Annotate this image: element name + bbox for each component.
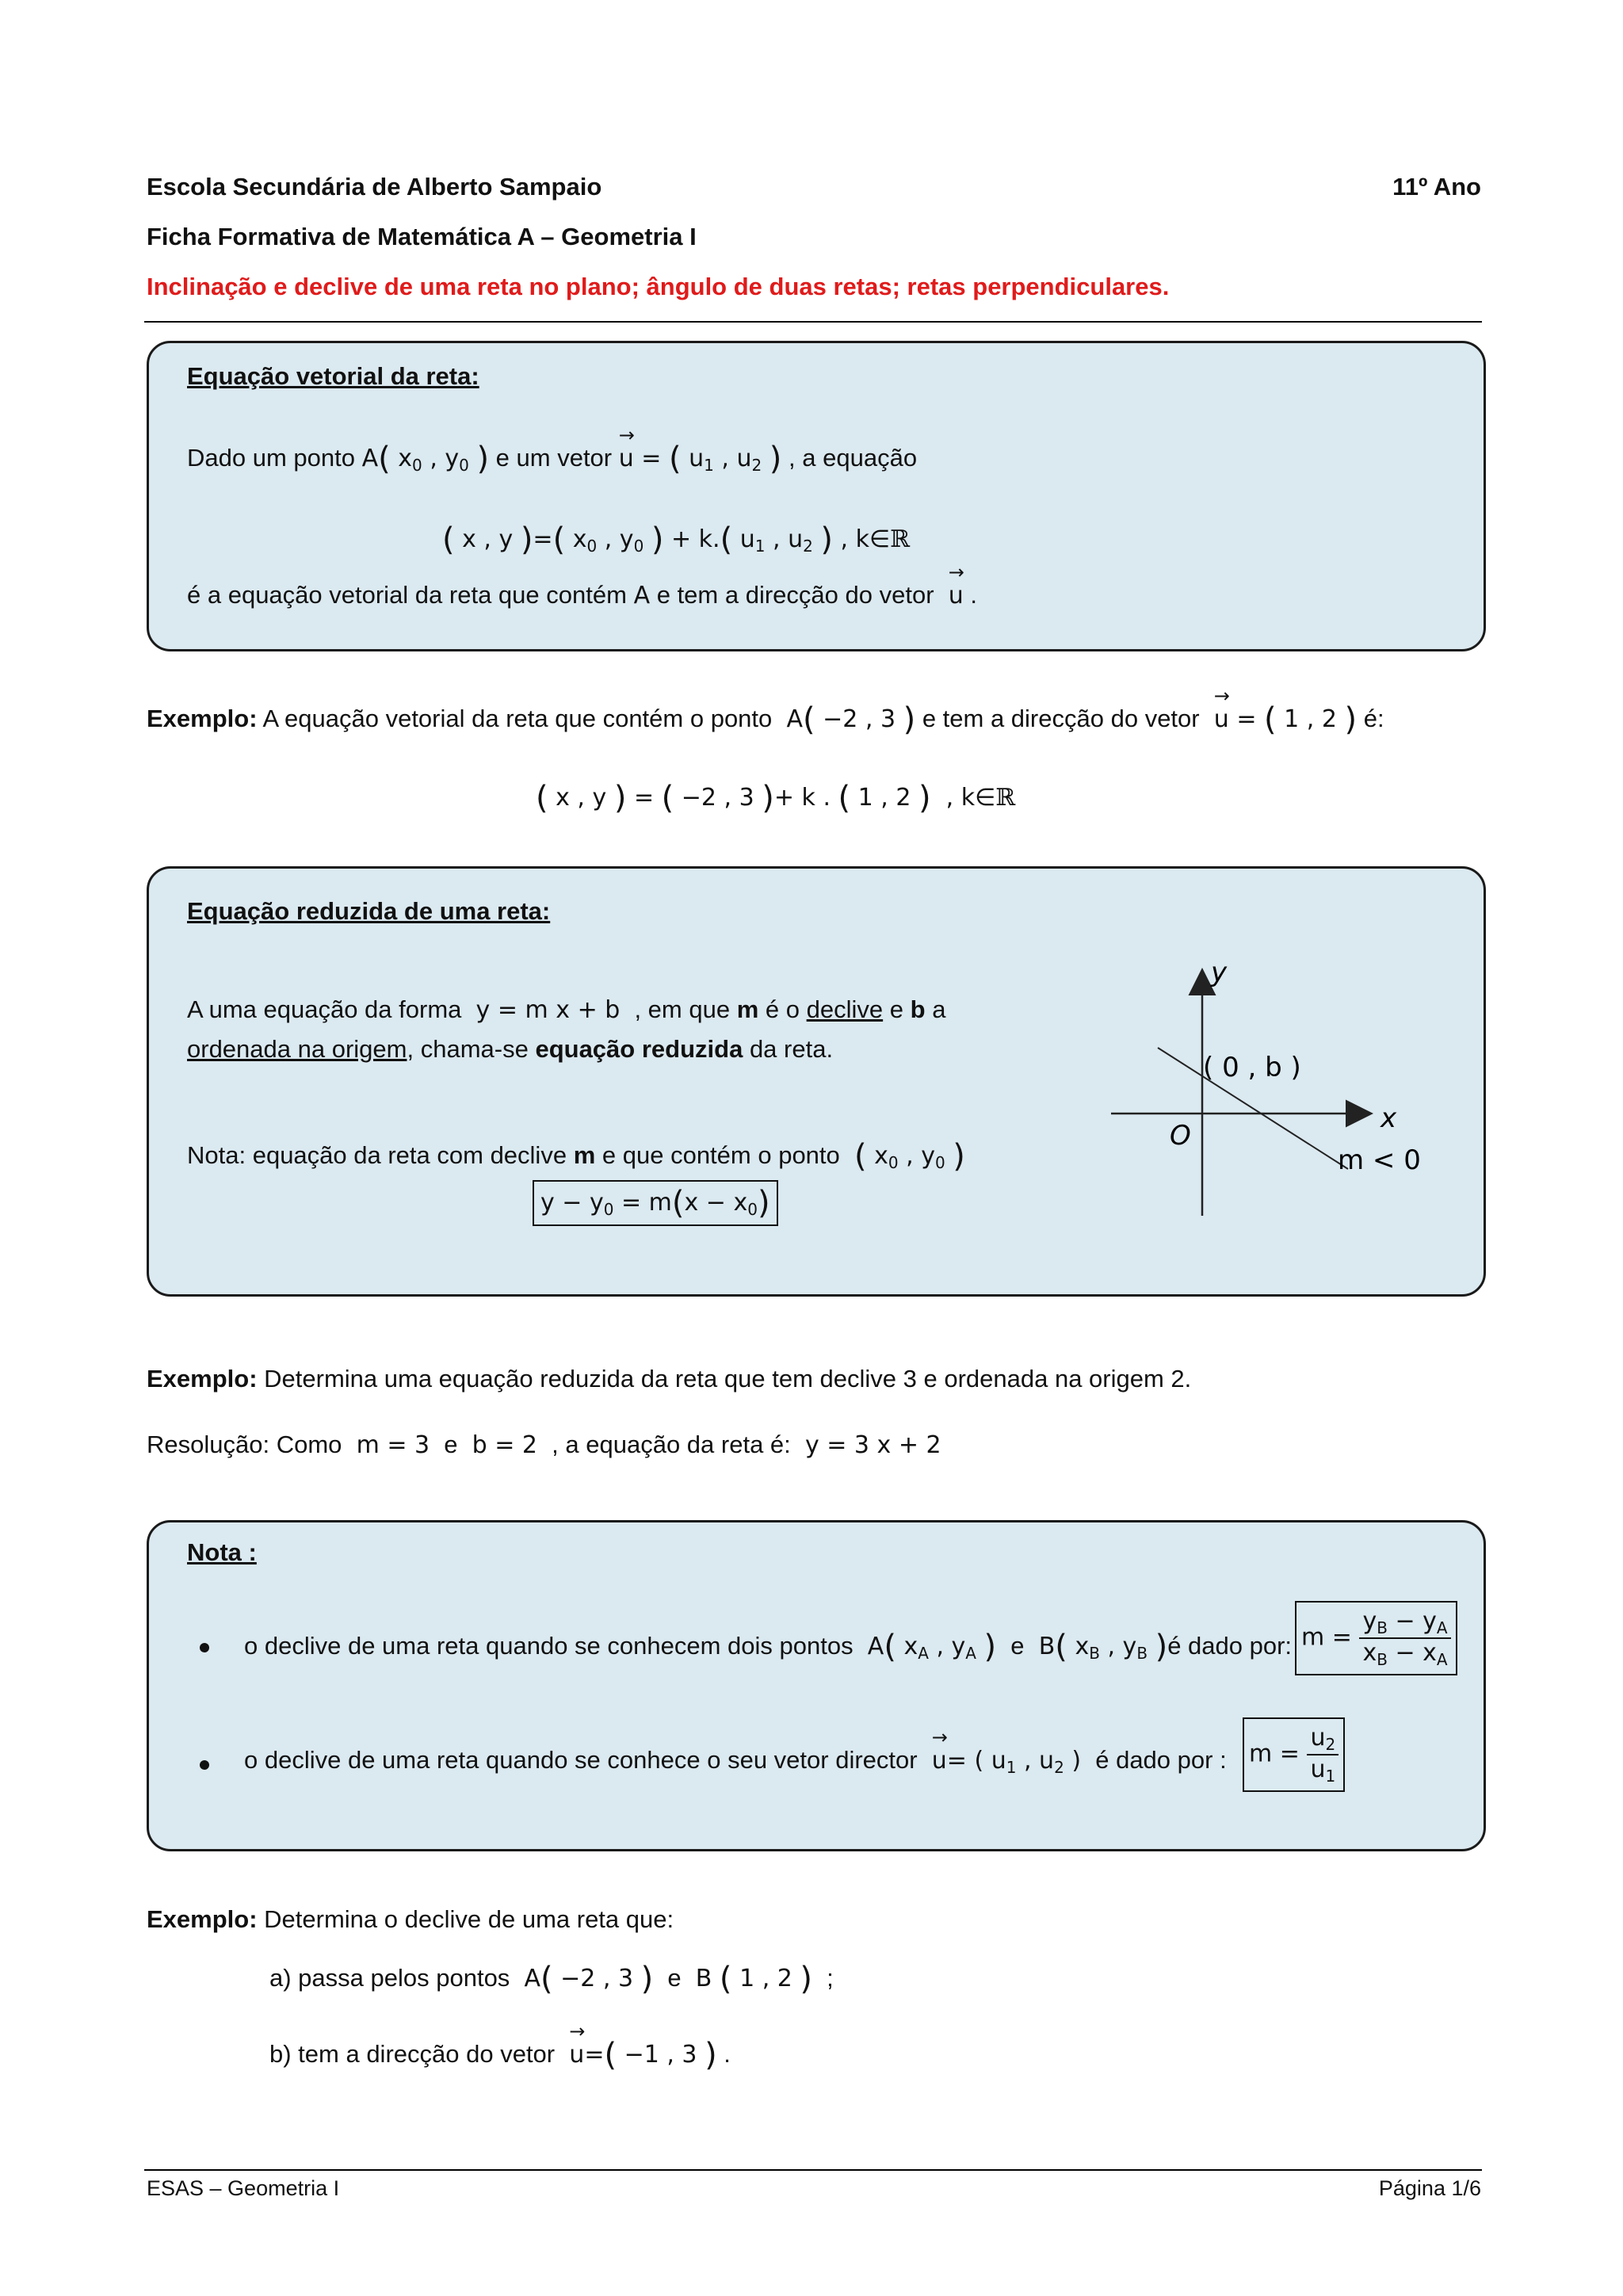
- example-1-text-2: e tem a direcção do vetor: [922, 705, 1200, 732]
- slope-note-box: [147, 1520, 1486, 1851]
- x-axis-label: x: [1381, 1102, 1397, 1134]
- note-point: ( $x_0$ , $y_0$ ): [854, 1138, 965, 1175]
- reduced-formula: y = m x + b: [468, 996, 628, 1024]
- p2-text: , chama-se: [407, 1035, 529, 1063]
- reduced-equation-note: [187, 1138, 965, 1175]
- slope-vector-formula: m = $\frac{u_2}{u_1}$: [1243, 1717, 1345, 1792]
- point-slope-formula: $y - y_0 = m(x - x_0)$: [533, 1180, 778, 1226]
- school-name: Escola Secundária de Alberto Sampaio: [147, 173, 602, 201]
- example-1-text-3: é:: [1363, 705, 1384, 732]
- example-3-item-b: [269, 2037, 731, 2073]
- reduced-equation-box: [147, 866, 1486, 1297]
- example-1-vector: → u = ( 1 , 2 ): [1206, 705, 1357, 733]
- direction-vector-coords: → u= ( $u_1$ , $u_2$ ): [924, 1747, 1088, 1775]
- worksheet-subject: Ficha Formativa de Matemática A – Geometria I: [147, 223, 697, 250]
- bullet-1-text: o declive de uma reta quando se conhecem dois pontos: [244, 1632, 854, 1660]
- point-b-coords: B( $x_B$ , $y_B$ ): [1031, 1629, 1168, 1665]
- y-axis-label: y: [1211, 957, 1228, 988]
- example-2-label: Exemplo:: [147, 1365, 258, 1392]
- vector-equation-formula: ( x , y )=( $x_0$ , $y_0$ ) + k.( $u_1$ , $u_2$ ) , k∈ℝ: [442, 521, 911, 558]
- p2-text-2: da reta.: [749, 1035, 834, 1063]
- bullet-1-text-2: é dado por:: [1167, 1632, 1293, 1660]
- slope-label: m < 0: [1338, 1144, 1421, 1176]
- vector-equation-title: Equação vetorial da reta:: [187, 362, 479, 390]
- example-3: [147, 1905, 674, 1934]
- example-3-item-a: [269, 1961, 834, 1997]
- point-a-formula: A( $x_0$ , $y_0$ ): [361, 441, 490, 477]
- footer-divider: [144, 2169, 1482, 2171]
- note-text-2: e que contém o ponto: [601, 1141, 840, 1169]
- item-b-vector: → u=( −1 , 3 ): [562, 2041, 717, 2069]
- example-2: [147, 1365, 1191, 1393]
- reduced-equation-paragraph-1: [187, 995, 945, 1024]
- vector-u-formula: → u = ( $u_1$ , $u_2$ ): [619, 445, 782, 472]
- p1-text-5: a: [932, 995, 946, 1023]
- conclusion-period: .: [970, 581, 977, 609]
- example-2-resolution: [147, 1431, 941, 1459]
- origin-label: O: [1170, 1120, 1191, 1152]
- item-a-text: a) passa pelos pontos: [269, 1964, 510, 1992]
- bullet-2: [200, 1760, 209, 1770]
- p1-b: b: [910, 995, 926, 1023]
- point-a-coords: A( $x_A$ , $y_A$ ): [860, 1629, 997, 1665]
- reduced-equation-title: Equação reduzida de uma reta:: [187, 897, 551, 925]
- conclusion-vector: → u: [941, 582, 964, 609]
- intercept-label: ( 0 , b ): [1203, 1052, 1301, 1083]
- item-a-point-b: B ( 1 , 2 ): [688, 1961, 812, 1997]
- worksheet-topic: Inclinação e declive de uma reta no plano; ângulo de duas retas; retas perpendiculares.: [147, 273, 1170, 300]
- conclusion-text: é a equação vetorial da reta que contém: [187, 581, 627, 609]
- footer-page-number: Página 1/6: [1378, 2176, 1481, 2200]
- p1-m: m: [736, 995, 759, 1023]
- intro-text-3: , a equação: [789, 444, 918, 472]
- bullet-1-and: e: [1010, 1632, 1025, 1660]
- resolution-text: Resolução: Como: [147, 1431, 342, 1458]
- resolution-text-3: , a equação da reta é:: [552, 1431, 791, 1458]
- vector-equation-intro: [187, 441, 917, 477]
- vector-equation-box: [147, 341, 1486, 651]
- resolution-text-2: e: [444, 1431, 458, 1458]
- slope-two-points: [244, 1629, 1292, 1665]
- example-1-text: A equação vetorial da reta que contém o ponto: [262, 705, 773, 732]
- header-divider: [144, 321, 1482, 323]
- example-3-text: Determina o declive de uma reta que:: [264, 1905, 674, 1933]
- conclusion-point: A: [633, 582, 651, 609]
- vector-equation-conclusion: [187, 581, 977, 609]
- slope-note-title: Nota :: [187, 1538, 257, 1566]
- slope-direction-vector: [244, 1746, 1227, 1777]
- note-text: Nota: equação da reta com declive: [187, 1141, 567, 1169]
- school-year: 11º Ano: [1392, 173, 1481, 201]
- slope-two-points-formula: m = $\frac{y_B - y_A}{x_B - x_A}$: [1295, 1601, 1457, 1675]
- example-1-point: A( −2 , 3 ): [778, 701, 916, 738]
- bullet-2-text-2: é dado por :: [1095, 1746, 1227, 1774]
- footer-left: ESAS – Geometria I: [147, 2176, 340, 2200]
- p2-bold: equação reduzida: [535, 1035, 743, 1063]
- example-3-label: Exemplo:: [147, 1905, 258, 1933]
- intro-text: Dado um ponto: [187, 444, 355, 472]
- reduced-equation-graph: [1100, 940, 1433, 1257]
- bullet-1: [200, 1643, 209, 1652]
- resolution-equation: y = 3 x + 2: [797, 1431, 941, 1459]
- p1-text-2: , em que: [634, 995, 731, 1023]
- example-1-solution: ( x , y ) = ( −2 , 3 )+ k . ( 1 , 2 ) , k∈ℝ: [536, 780, 1016, 816]
- reduced-equation-paragraph-2: [187, 1035, 833, 1064]
- intro-text-2: e um vetor: [495, 444, 613, 472]
- bullet-2-text: o declive de uma reta quando se conhece o seu vetor director: [244, 1746, 918, 1774]
- item-a-point-a: A( −2 , 3 ): [516, 1961, 654, 1997]
- example-1-label: Exemplo:: [147, 705, 258, 732]
- example-2-text: Determina uma equação reduzida da reta que tem declive 3 e ordenada na origem 2.: [264, 1365, 1192, 1392]
- item-a-and: e: [667, 1964, 682, 1992]
- p1-declive: declive: [806, 995, 884, 1023]
- p1-text: A uma equação da forma: [187, 995, 462, 1023]
- resolution-b: b = 2: [464, 1431, 545, 1459]
- item-a-end: ;: [827, 1964, 834, 1992]
- conclusion-text-2: e tem a direcção do vetor: [656, 581, 934, 609]
- p1-text-3: é o: [765, 995, 800, 1023]
- p2-ordenada: ordenada na origem: [187, 1035, 407, 1063]
- note-m: m: [573, 1141, 596, 1169]
- item-b-end: .: [724, 2040, 731, 2068]
- item-b-text: b) tem a direcção do vetor: [269, 2040, 556, 2068]
- p1-text-4: e: [889, 995, 904, 1023]
- example-1: [147, 701, 1384, 738]
- resolution-m: m = 3: [349, 1431, 437, 1459]
